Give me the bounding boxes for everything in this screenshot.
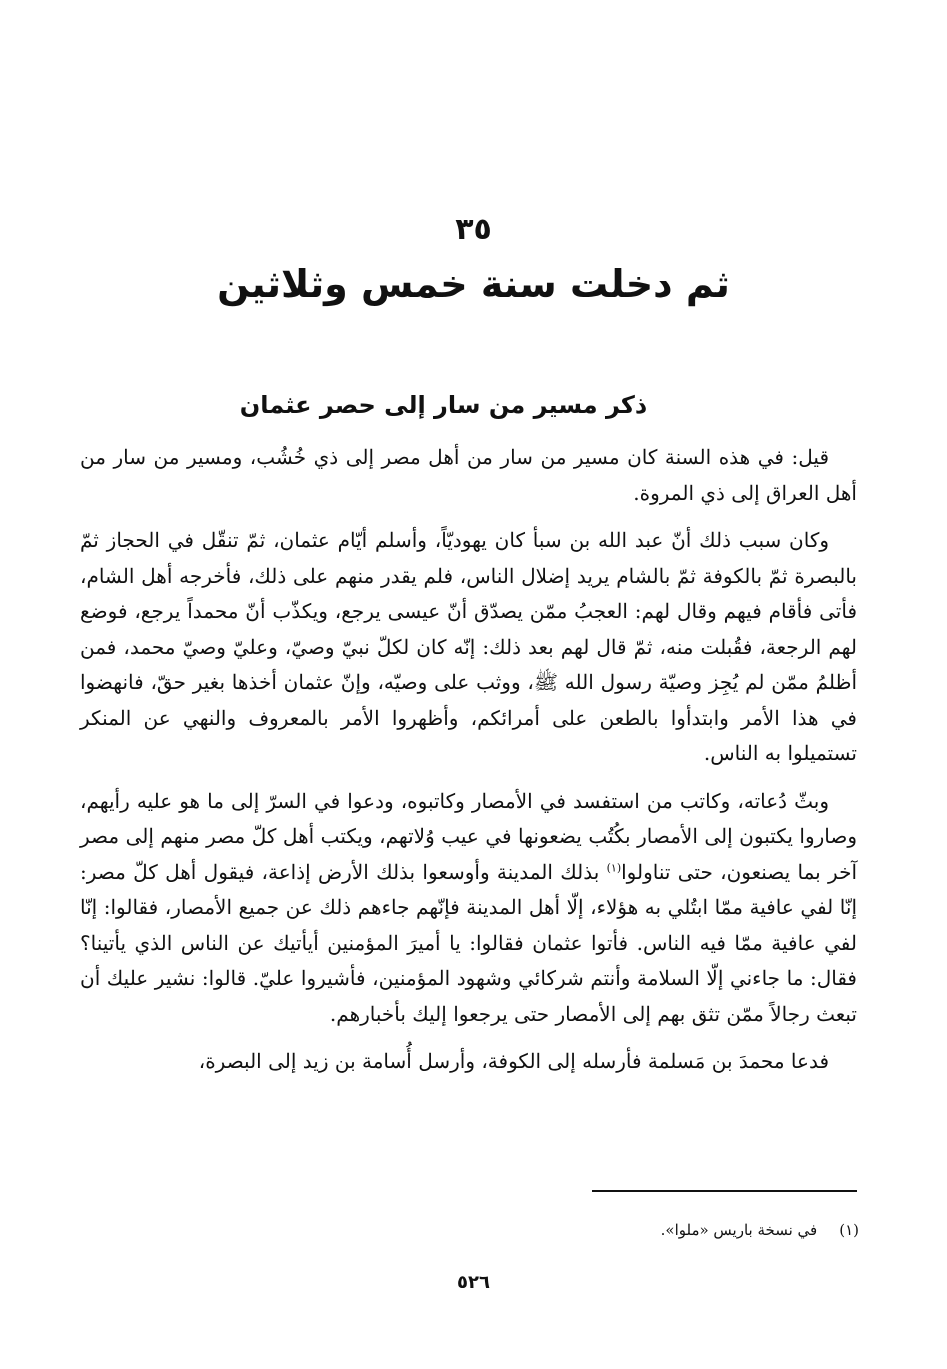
footnote-reference[interactable]: (١): [606, 860, 622, 874]
footnote-divider: [592, 1190, 857, 1192]
chapter-title: ثم دخلت سنة خمس وثلاثين: [217, 262, 730, 306]
footnote: [661, 1218, 859, 1242]
paragraph-4: فدعا محمدَ بن مَسلمة فأرسله إلى الكوفة، وأرسل أُسامة بن زيد إلى البصرة،: [198, 1049, 829, 1073]
paragraph-1: قيل: في هذه السنة كان مسير من سار من أهل مصر إلى ذي خُشُب، ومسير من سار من أهل العراق إلى ذي المروة.: [80, 445, 857, 505]
paragraph-3-part-1: وبثّ دُعاته، وكاتب من استفسد في الأمصار وكاتبوه، ودعوا في السرّ إلى ما هو عليه رأيهم، وصاروا يكتبون إلى الأمصار بكُتُب يضعونها في عيب وُلاتهم، ويكتب أهل كلّ مصر منهم إلى مصر آخر بما يصنعون، حتى تناولوا: [80, 788, 857, 884]
page-number: ٥٢٦: [457, 1272, 490, 1293]
footnote-text: في نسخة باريس «ملوا».: [660, 1221, 818, 1239]
main-text: [80, 440, 857, 1092]
paragraph-2: وكان سبب ذلك أنّ عبد الله بن سبأ كان يهوديّاً، وأسلم أيّام عثمان، ثمّ تنقّل في الحجاز ثمّ بالبصرة ثمّ بالكوفة ثمّ بالشام يريد إضلال الناس، فلم يقدر منهم على ذلك، فأخرجه أهل الشام، فأتى فأقام فيهم وقال لهم: العجبُ ممّن يصدّق أنّ عيسى يرجع، ويكذّب أنّ محمداً يرجع، فوضع لهم الرجعة، فقُبلت منه، ثمّ قال لهم بعد ذلك: إنّه كان لكلّ نبيّ وصيّ، وعليّ وصيّ محمد، فمن أظلمُ ممّن لم يُجِز وصيّة رسول الله ﷺ، ووثب على وصيّه، وإنّ عثمان أخذها بغير حقّ، فانهضوا في هذا الأمر وابتدأوا بالطعن على أمرائكم، وأظهروا الأمر بالمعروف والنهي عن المنكر تستميلوا به الناس.: [80, 528, 858, 765]
chapter-number: ٣٥: [455, 212, 492, 247]
paragraph-3-part-2: بذلك المدينة وأوسعوا بذلك الأرض إذاعة، فيقول أهل كلّ مصر: إنّا لفي عافية ممّا ابتُلي به هؤلاء، إلّا أهل المدينة فإنّهم جاءهم ذلك عن جميع الأمصار، فقالوا: إنّا لفي عافية ممّا فيه الناس. فأتوا عثمان فقالوا: يا أميرَ المؤمنين أيأتيك عن الناس الذي يأتينا؟ فقال: ما جاءني إلّا السلامة وأنتم شركائي وشهود المؤمنين، فأشيروا عليّ. قالوا: نشير عليك أن تبعث رجالاً ممّن تثق بهم إلى الأمصار حتى يرجعوا إليك بأخبارهم.: [80, 859, 857, 1026]
paragraph-3: [80, 784, 857, 1033]
footnote-number: (١): [839, 1221, 859, 1239]
section-heading: ذكر مسير من سار إلى حصر عثمان: [239, 391, 648, 419]
